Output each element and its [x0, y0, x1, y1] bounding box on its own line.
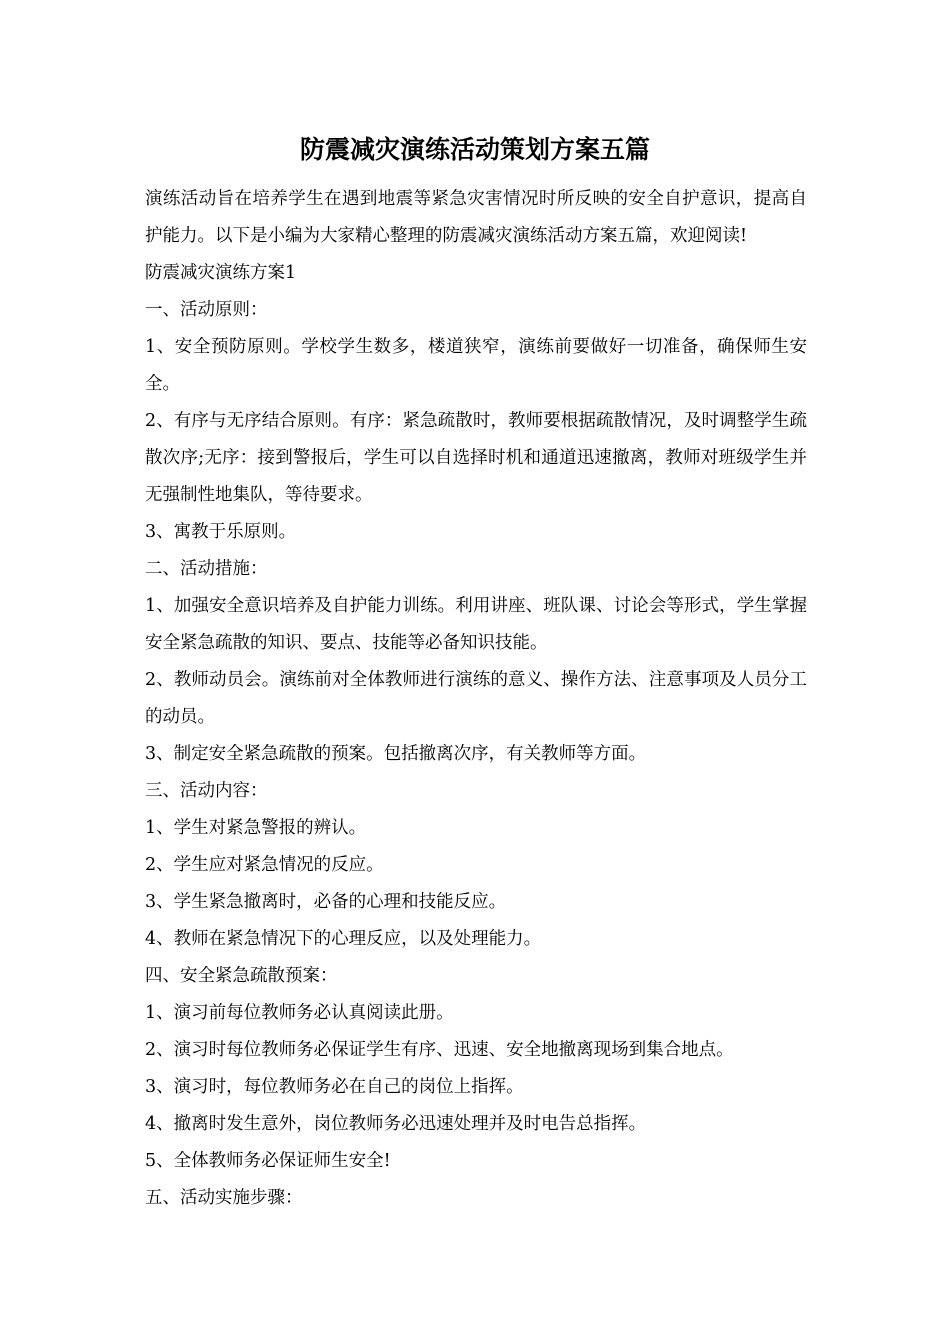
principle-item-3: 3、寓教于乐原则。: [145, 522, 297, 542]
document-title: 防震减灾演练活动策划方案五篇: [299, 135, 650, 164]
content-item-3: 3、学生紧急撤离时，必备的心理和技能反应。: [145, 892, 507, 912]
evacuation-item-5: 5、全体教师务必保证师生安全!: [145, 1151, 391, 1171]
evacuation-item-3: 3、演习时，每位教师务必在自己的岗位上指挥。: [145, 1077, 524, 1097]
heading-evacuation-plan: 四、安全紧急疏散预案：: [145, 966, 338, 986]
principle-item-1: 1、安全预防原则。学校学生数多，楼道狭窄，演练前要做好一切准备，确保师生安全。: [145, 337, 807, 394]
measure-item-2: 2、教师动员会。演练前对全体教师进行演练的意义、操作方法、注意事项及人员分工的动员。: [145, 670, 807, 727]
evacuation-item-4: 4、撤离时发生意外，岗位教师务必迅速处理并及时电告总指挥。: [145, 1114, 647, 1134]
document-body: [145, 181, 807, 1217]
content-item-4: 4、教师在紧急情况下的心理反应，以及处理能力。: [145, 929, 542, 949]
content-item-1: 1、学生对紧急警报的辨认。: [145, 818, 367, 838]
content-item-2: 2、学生应对紧急情况的反应。: [145, 855, 384, 875]
evacuation-item-2: 2、演习时每位教师务必保证学生有序、迅速、安全地撤离现场到集合地点。: [145, 1040, 734, 1060]
heading-implementation-steps: 五、活动实施步骤：: [145, 1188, 303, 1208]
principle-item-2: 2、有序与无序结合原则。有序：紧急疏散时，教师要根据疏散情况，及时调整学生疏散次序;无序：接到警报后，学生可以自选择时机和通道迅速撤离，教师对班级学生并无强制性地集队，等待要求。: [145, 411, 807, 505]
measure-item-1: 1、加强安全意识培养及自护能力训练。利用讲座、班队课、讨论会等形式，学生掌握安全紧急疏散的知识、要点、技能等必备知识技能。: [145, 596, 807, 653]
intro-paragraph: 演练活动旨在培养学生在遇到地震等紧急灾害情况时所反映的安全自护意识，提高自护能力。以下是小编为大家精心整理的防震减灾演练活动方案五篇，欢迎阅读!: [145, 189, 807, 246]
heading-principles: 一、活动原则：: [145, 300, 268, 320]
evacuation-item-1: 1、演习前每位教师务必认真阅读此册。: [145, 1003, 454, 1023]
heading-measures: 二、活动措施：: [145, 559, 268, 579]
section-heading-plan-1: 防震减灾演练方案1: [145, 263, 297, 283]
measure-item-3: 3、制定安全紧急疏散的预案。包括撤离次序，有关教师等方面。: [145, 744, 647, 764]
heading-content: 三、活动内容：: [145, 781, 268, 801]
